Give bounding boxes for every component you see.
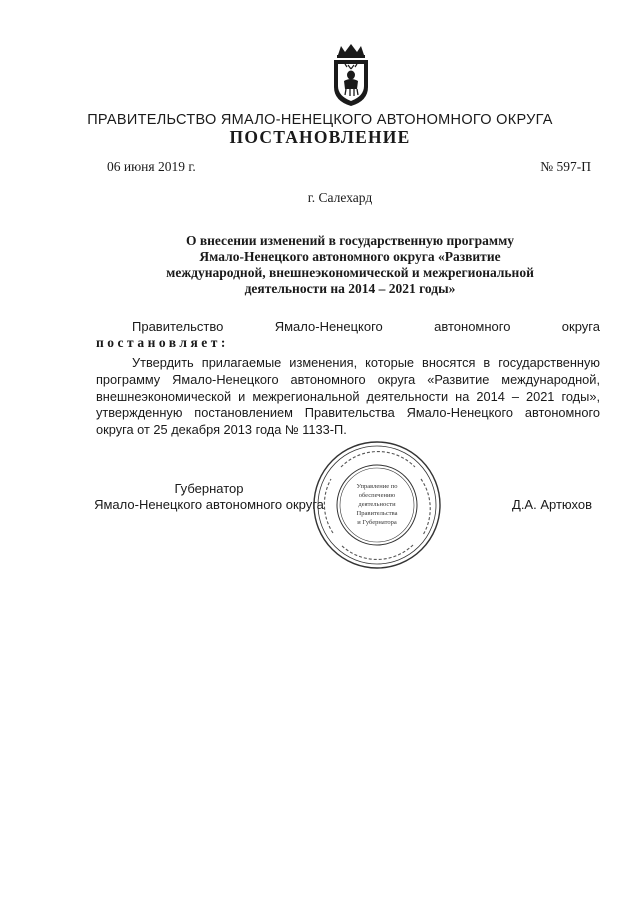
official-seal (311, 439, 443, 571)
coat-of-arms-emblem (330, 43, 372, 107)
preamble (96, 319, 600, 351)
subject-line: международной, внешнеэкономической и межрегиональной (166, 265, 534, 280)
subject-line: Ямало-Ненецкого автономного округа «Развитие (199, 249, 501, 264)
government-title: ПРАВИТЕЛЬСТВО ЯМАЛО-НЕНЕЦКОГО АВТОНОМНОГО ОКРУГА (87, 112, 553, 128)
signer-title-line: Губернатор (174, 481, 244, 496)
preamble-row (96, 319, 600, 334)
seal-inner-line: деятельности (358, 501, 396, 508)
seal-inner-line: Правительства (356, 510, 398, 517)
document-subject (140, 233, 560, 297)
signer-name: Д.А. Артюхов (512, 497, 592, 512)
signer-title-line: Ямало-Ненецкого автономного округа (94, 497, 324, 512)
preamble-word: округа (561, 319, 600, 334)
document-city: г. Салехард (307, 190, 373, 205)
signer-title (94, 481, 324, 513)
subject-line: деятельности на 2014 – 2021 годы» (244, 281, 456, 296)
document-number: № 597-П (540, 159, 591, 174)
seal-inner-line: и Губернатора (357, 519, 397, 526)
document-type-heading: ПОСТАНОВЛЕНИЕ (229, 127, 411, 147)
resolution-body: Утвердить прилагаемые изменения, которые вносятся в государственную программу Ямало-Ненецкого автономного округа «Развитие международной, внешнеэкономической и межрегиональной деятельности на 2014 – 2021 годы», утвержденную постановлением Правительства Ямало-Ненецкого автономного округа от 25 декабря 2013 года № 1133-П. (96, 355, 600, 438)
seal-inner-line: Управление по (356, 483, 398, 490)
preamble-word: автономного (434, 319, 511, 334)
resolution-verb: постановляет: (96, 335, 229, 350)
preamble-word: Правительство (132, 319, 224, 334)
preamble-word: Ямало-Ненецкого (274, 319, 383, 334)
document-date: 06 июня 2019 г. (107, 159, 196, 174)
seal-inner-line: обеспечению (358, 492, 396, 499)
subject-line: О внесении изменений в государственную программу (185, 233, 515, 248)
